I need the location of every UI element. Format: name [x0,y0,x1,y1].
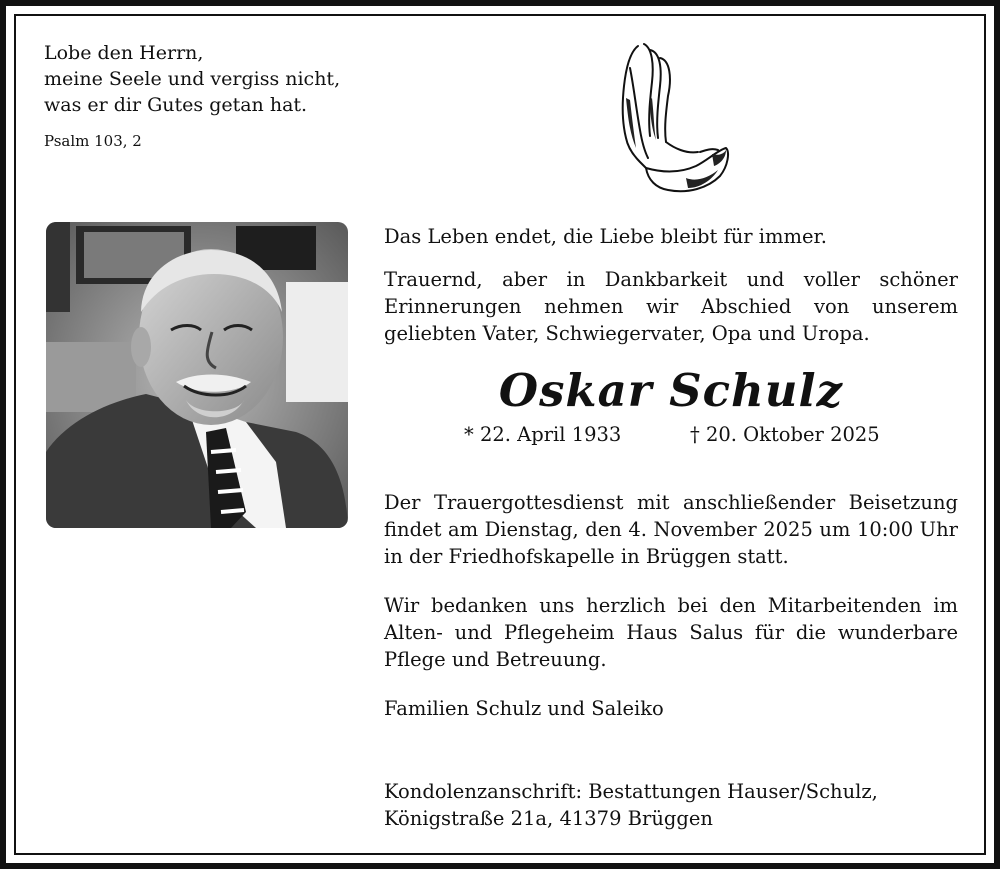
praying-hands-icon [600,38,735,198]
service-line: in der Friedhofskapelle in Brüggen statt. [384,545,789,568]
psalm-line: Lobe den Herrn, [44,42,204,64]
service-paragraph [384,489,958,570]
portrait-photo [46,222,348,528]
psalm-quote [44,40,340,118]
psalm-reference: Psalm 103, 2 [44,132,142,150]
condolence-line: Kondolenzanschrift: Bestattungen Hauser/Schulz, [384,780,878,803]
condolence-line: Königstraße 21a, 41379 Brüggen [384,807,713,830]
intro-line: geliebten Vater, Schwiegervater, Opa und Uropa. [384,322,870,345]
intro-line: Erinnerungen nehmen wir Abschied von unserem [384,295,958,318]
deceased-name: Oskar Schulz [498,364,844,417]
intro-paragraph [384,266,958,347]
intro-line: Trauernd, aber in Dankbarkeit und voller schöner [384,268,958,291]
psalm-line: meine Seele und vergiss nicht, [44,68,341,90]
birth-date: * 22. April 1933 [464,423,622,446]
families-signature: Familien Schulz und Saleiko [384,697,664,720]
death-date: † 20. Oktober 2025 [690,423,880,446]
motto: Das Leben endet, die Liebe bleibt für immer. [384,225,827,248]
service-line: Der Trauergottesdienst mit anschließender Beisetzung [384,491,958,514]
service-line: findet am Dienstag, den 4. November 2025 um 10:00 Uhr [384,518,958,541]
thanks-line: Wir bedanken uns herzlich bei den Mitarbeitenden im [384,594,958,617]
condolence-address [384,778,958,832]
thanks-line: Pflege und Betreuung. [384,648,607,671]
psalm-line: was er dir Gutes getan hat. [44,94,308,116]
thanks-line: Alten- und Pflegeheim Haus Salus für die wunderbare [384,621,958,644]
thanks-paragraph [384,592,958,673]
